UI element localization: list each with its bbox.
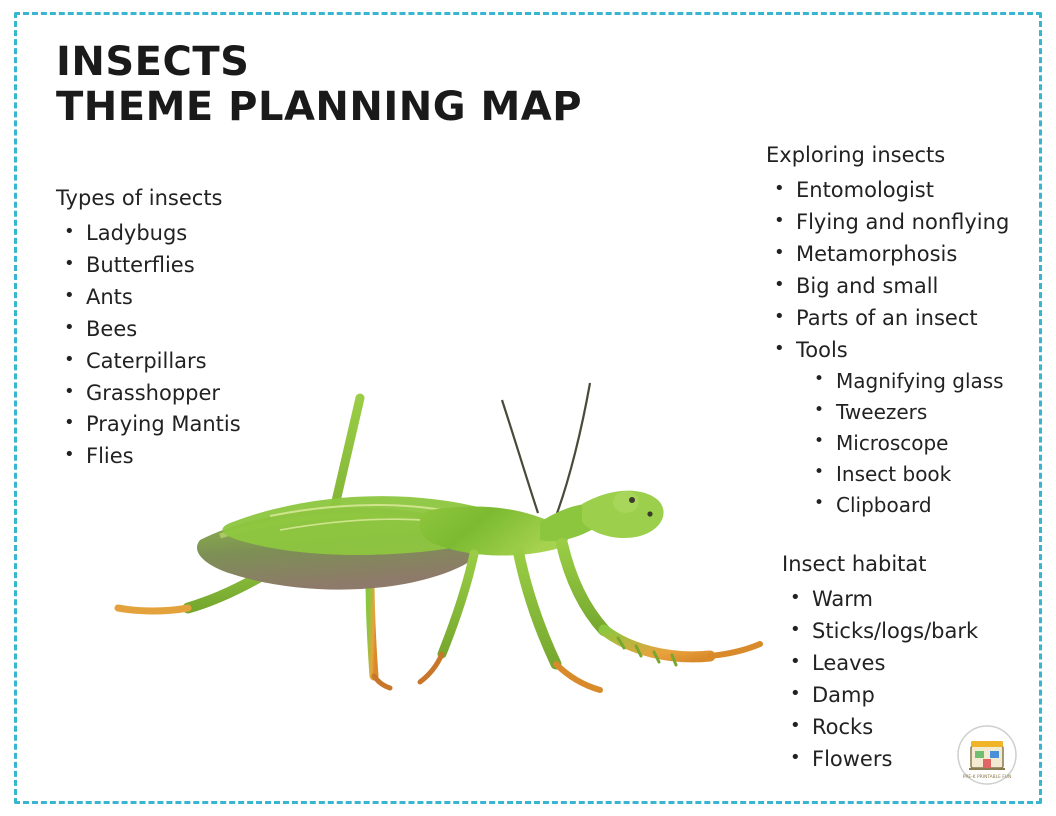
page-title: [56, 40, 582, 130]
section-exploring-insects: [766, 143, 1046, 521]
list-item: • Damp: [782, 680, 1052, 712]
section-heading-types: Types of insects: [56, 186, 223, 210]
list-item: • Caterpillars: [56, 346, 346, 378]
list-item: • Microscope: [766, 428, 1046, 459]
title-line-2: THEME PLANNING MAP: [56, 83, 583, 130]
list-item: • Parts of an insect: [766, 303, 1046, 335]
list-item: • Sticks/logs/bark: [782, 616, 1052, 648]
svg-text:PRE-K PRINTABLE FUN: PRE-K PRINTABLE FUN: [962, 775, 1012, 780]
list-item: • Magnifying glass: [766, 366, 1046, 397]
list-item: • Ladybugs: [56, 218, 346, 250]
list-item: • Leaves: [782, 648, 1052, 680]
title-line-1: INSECTS: [56, 39, 250, 85]
praying-mantis-illustration: [70, 278, 770, 698]
list-item: • Insect book: [766, 459, 1046, 490]
list-item: • Metamorphosis: [766, 239, 1046, 271]
list-item: • Flies: [56, 441, 346, 473]
list-item: • Praying Mantis: [56, 409, 346, 441]
exploring-insects-tools-list: [766, 366, 1046, 521]
site-logo-badge: [956, 724, 1018, 786]
section-heading-exploring: Exploring insects: [766, 143, 946, 167]
list-item: • Tweezers: [766, 397, 1046, 428]
list-item: • Grasshopper: [56, 378, 346, 410]
list-item: • Big and small: [766, 271, 1046, 303]
list-item: • Bees: [56, 314, 346, 346]
section-heading-habitat: Insect habitat: [782, 552, 927, 576]
list-item: • Tools: [766, 335, 1046, 367]
list-item: • Butterflies: [56, 250, 346, 282]
list-item: • Flowers: [782, 744, 1052, 776]
list-item: • Rocks: [782, 712, 1052, 744]
list-item: • Flying and nonflying: [766, 207, 1046, 239]
list-item: • Entomologist: [766, 175, 1046, 207]
list-item: • Clipboard: [766, 490, 1046, 521]
list-item: • Warm: [782, 584, 1052, 616]
list-item: • Ants: [56, 282, 346, 314]
exploring-insects-list: [766, 175, 1046, 366]
